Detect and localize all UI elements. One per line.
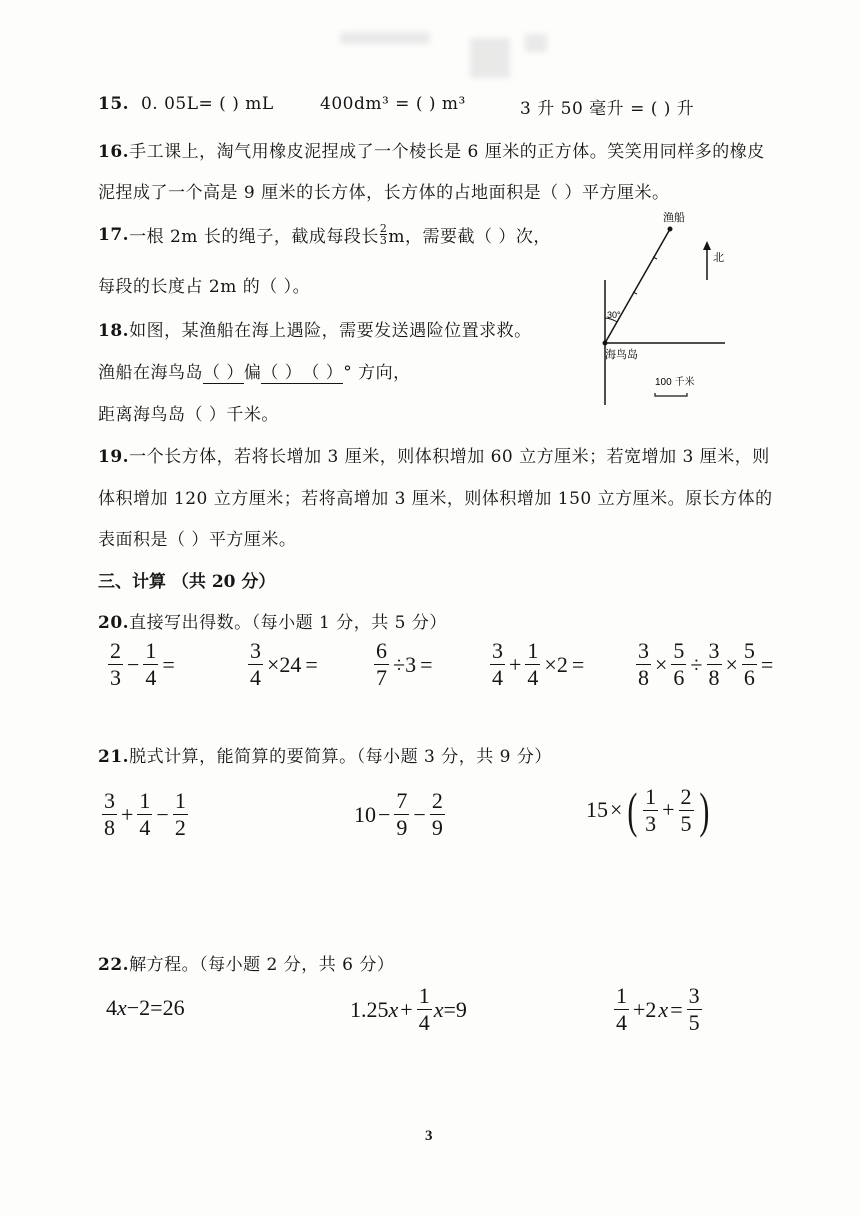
equals: = bbox=[571, 651, 585, 677]
operator: + bbox=[400, 996, 413, 1022]
operator: − bbox=[378, 801, 391, 827]
q21-expression-2 bbox=[354, 790, 447, 839]
number: 1.25 bbox=[350, 996, 389, 1022]
denominator: 8 bbox=[708, 665, 720, 690]
q15-part1: 0. 05L= ( ) mL bbox=[140, 94, 274, 114]
equals: = bbox=[162, 651, 175, 677]
denominator: 4 bbox=[145, 665, 157, 690]
fraction bbox=[490, 640, 505, 689]
ship-point bbox=[668, 227, 673, 232]
equals: = bbox=[420, 651, 433, 677]
q17-text-a: 一根 2m 长的绳子，截成每段长 bbox=[129, 227, 379, 247]
north-arrow-icon bbox=[703, 241, 711, 250]
fraction bbox=[102, 790, 117, 839]
operator: − bbox=[413, 801, 426, 827]
question-16-line2: 泥捏成了一个高是 9 厘米的长方体，长方体的占地面积是（ ）平方厘米。 bbox=[98, 183, 670, 203]
q22-title: 解方程。（每小题 2 分，共 6 分） bbox=[129, 955, 395, 975]
numerator: 7 bbox=[396, 788, 408, 813]
fraction bbox=[687, 985, 702, 1034]
operator: ×24 bbox=[267, 651, 302, 677]
equation-rest: =9 bbox=[443, 996, 467, 1022]
question-number: 21. bbox=[98, 747, 130, 767]
question-18-line1 bbox=[98, 316, 532, 341]
question-21-title bbox=[98, 742, 552, 767]
question-15 bbox=[98, 94, 274, 114]
question-number: 19. bbox=[98, 447, 130, 467]
operator: × bbox=[725, 651, 738, 677]
scale-bar bbox=[655, 393, 687, 396]
question-19-line3: 表面积是（ ）平方厘米。 bbox=[98, 530, 297, 550]
fraction bbox=[643, 783, 658, 836]
numerator: 6 bbox=[376, 638, 387, 663]
fraction bbox=[108, 640, 123, 689]
operator: − bbox=[156, 801, 169, 827]
angle-label: 30° bbox=[607, 310, 621, 320]
equals: = bbox=[670, 996, 683, 1022]
fraction bbox=[614, 985, 629, 1034]
q20-expression-4 bbox=[488, 640, 586, 689]
question-number: 22. bbox=[98, 955, 130, 975]
scale-label: 100 千米 bbox=[655, 377, 695, 388]
denominator: 7 bbox=[376, 665, 387, 690]
denominator: 5 bbox=[688, 1010, 700, 1035]
numerator: 3 bbox=[104, 788, 115, 813]
denominator: 9 bbox=[431, 815, 443, 840]
q20-title: 直接写出得数。（每小题 1 分，共 5 分） bbox=[129, 613, 447, 633]
operator: × bbox=[655, 651, 668, 677]
operator: × bbox=[610, 797, 623, 822]
numerator: 1 bbox=[527, 638, 539, 663]
fraction bbox=[742, 640, 757, 689]
q20-expression-1 bbox=[106, 640, 177, 689]
variable: x bbox=[433, 996, 444, 1022]
fraction bbox=[173, 790, 188, 839]
numerator: 3 bbox=[688, 983, 700, 1008]
q21-title: 脱式计算，能简算的要简算。（每小题 3 分，共 9 分） bbox=[129, 747, 552, 767]
variable: x bbox=[388, 996, 399, 1022]
q15-part2: 400dm³ = ( ) m³ bbox=[320, 94, 466, 114]
operator: ×2 bbox=[544, 651, 568, 677]
equals: = bbox=[305, 651, 318, 677]
numerator: 2 bbox=[431, 788, 443, 813]
q18-text-a: 渔船在海鸟岛 bbox=[98, 363, 203, 383]
number: 15 bbox=[586, 797, 608, 822]
direction-diagram bbox=[590, 205, 740, 415]
denominator: 8 bbox=[638, 665, 649, 690]
q16-text: 手工课上，淘气用橡皮泥捏成了一个棱长是 6 厘米的正方体。笑笑用同样多的橡皮 bbox=[129, 142, 765, 162]
denominator: 4 bbox=[418, 1010, 430, 1035]
q19-text: 一个长方体，若将长增加 3 厘米，则体积增加 60 立方厘米；若宽增加 3 厘米，则 bbox=[129, 447, 770, 467]
q21-expression-1 bbox=[100, 790, 190, 839]
variable: x bbox=[658, 996, 669, 1022]
fraction bbox=[430, 790, 445, 839]
denominator: 4 bbox=[527, 665, 539, 690]
numerator: 1 bbox=[174, 788, 186, 813]
numerator: 1 bbox=[145, 638, 157, 663]
q20-expression-5 bbox=[634, 640, 775, 689]
page-number: 3 bbox=[425, 1128, 433, 1144]
fraction bbox=[417, 985, 432, 1034]
variable: x bbox=[117, 995, 127, 1020]
question-number: 15. bbox=[98, 94, 130, 114]
q22-equation-2 bbox=[350, 985, 467, 1034]
left-paren: ( bbox=[627, 782, 638, 838]
denominator: 2 bbox=[174, 815, 186, 840]
q21-expression-3 bbox=[586, 782, 712, 838]
question-number: 16. bbox=[98, 142, 130, 162]
numerator: 5 bbox=[673, 638, 685, 663]
bearing-line bbox=[605, 229, 670, 343]
fraction bbox=[636, 640, 651, 689]
denominator: 6 bbox=[743, 665, 755, 690]
answer-blank: （ ） bbox=[203, 358, 244, 384]
q17-fraction bbox=[380, 223, 388, 246]
q20-expression-2 bbox=[246, 640, 320, 689]
question-19-line2: 体积增加 120 立方厘米；若将高增加 3 厘米，则体积增加 150 立方厘米。原长方体的 bbox=[98, 489, 773, 509]
ship-label: 渔船 bbox=[663, 212, 685, 224]
q17-text-b: m，需要截（ ）次， bbox=[388, 227, 551, 247]
operator: + bbox=[662, 797, 675, 822]
right-paren: ) bbox=[698, 782, 709, 838]
numerator: 1 bbox=[645, 783, 657, 809]
numerator: 5 bbox=[743, 638, 755, 663]
operator: + bbox=[509, 651, 522, 677]
q22-equation-1 bbox=[106, 995, 185, 1021]
q18-text: 如图，某渔船在海上遇险，需要发送遇险位置求救。 bbox=[129, 321, 532, 341]
island-point bbox=[603, 341, 608, 346]
numerator: 3 bbox=[250, 638, 261, 663]
fraction-denominator: 3 bbox=[379, 234, 388, 247]
denominator: 4 bbox=[139, 815, 151, 840]
equation-rest: −2=26 bbox=[126, 995, 185, 1020]
question-number: 18. bbox=[98, 321, 130, 341]
fraction-numerator: 2 bbox=[379, 222, 388, 235]
denominator: 3 bbox=[110, 665, 121, 690]
question-17-line1 bbox=[98, 222, 551, 247]
number: 4 bbox=[106, 995, 117, 1020]
fraction bbox=[394, 790, 409, 839]
numerator: 2 bbox=[680, 783, 692, 809]
question-16-line1 bbox=[98, 137, 765, 162]
numerator: 2 bbox=[110, 638, 121, 663]
answer-blank: （ ） bbox=[302, 358, 343, 384]
answer-blank: （ ） bbox=[261, 358, 302, 384]
numerator: 3 bbox=[708, 638, 720, 663]
fraction bbox=[679, 783, 694, 836]
question-22-title bbox=[98, 950, 394, 975]
scan-smudge bbox=[470, 38, 510, 78]
denominator: 4 bbox=[492, 665, 503, 690]
q18-text-c: ° 方向， bbox=[343, 363, 411, 383]
denominator: 4 bbox=[616, 1010, 627, 1035]
denominator: 3 bbox=[645, 810, 657, 836]
equals: = bbox=[760, 651, 774, 677]
question-number: 20. bbox=[98, 613, 130, 633]
denominator: 6 bbox=[673, 665, 685, 690]
island-label: 海鸟岛 bbox=[605, 349, 638, 361]
q15-part3: 3 升 50 毫升 = ( ) 升 bbox=[520, 99, 695, 119]
number: 10 bbox=[354, 801, 376, 827]
operator: ÷3 bbox=[393, 651, 417, 677]
numerator: 3 bbox=[492, 638, 503, 663]
operator: − bbox=[127, 651, 140, 677]
operator: ÷ bbox=[690, 651, 703, 677]
fraction bbox=[137, 790, 152, 839]
fraction bbox=[374, 640, 389, 689]
q20-expression-3 bbox=[372, 640, 435, 689]
denominator: 4 bbox=[250, 665, 261, 690]
question-19-line1 bbox=[98, 442, 770, 467]
fraction bbox=[143, 640, 158, 689]
q22-equation-3 bbox=[612, 985, 704, 1034]
operator: +2 bbox=[633, 996, 657, 1022]
fraction bbox=[707, 640, 722, 689]
question-20-title bbox=[98, 608, 447, 633]
question-17-line2: 每段的长度占 2m 的（ ）。 bbox=[98, 277, 311, 297]
question-18-line3: 距离海鸟岛（ ）千米。 bbox=[98, 405, 279, 425]
numerator: 1 bbox=[139, 788, 151, 813]
operator: + bbox=[121, 801, 134, 827]
numerator: 1 bbox=[616, 983, 627, 1008]
denominator: 8 bbox=[104, 815, 115, 840]
north-label: 北 bbox=[713, 252, 724, 264]
denominator: 5 bbox=[680, 810, 692, 836]
scan-smudge bbox=[525, 34, 547, 52]
q18-text-b: 偏 bbox=[243, 363, 262, 383]
section-title: 三、计算 （共 20 分） bbox=[98, 572, 276, 592]
numerator: 1 bbox=[418, 983, 430, 1008]
denominator: 9 bbox=[396, 815, 408, 840]
scan-smudge bbox=[340, 32, 430, 44]
fraction bbox=[671, 640, 686, 689]
question-18-line2 bbox=[98, 358, 411, 384]
question-number: 17. bbox=[98, 224, 130, 245]
numerator: 3 bbox=[638, 638, 649, 663]
fraction bbox=[525, 640, 540, 689]
fraction bbox=[248, 640, 263, 689]
